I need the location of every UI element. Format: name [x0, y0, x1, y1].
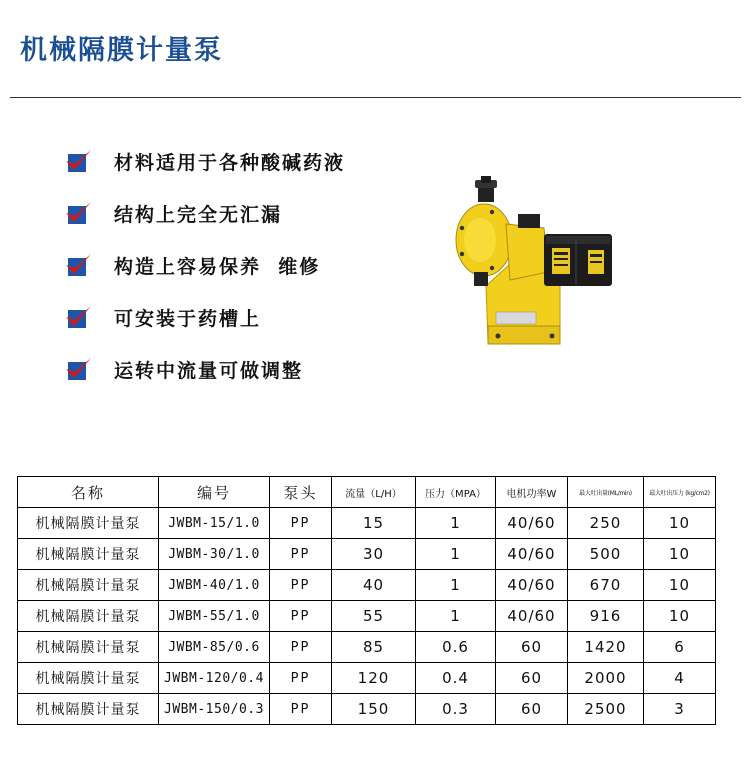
header-model: 编号 — [159, 477, 270, 508]
table-row — [18, 539, 716, 570]
cell-motor-power: 60 — [496, 694, 568, 725]
feature-item — [65, 250, 320, 280]
checkmark-icon — [65, 148, 92, 175]
cell-pump-head: PP — [270, 539, 332, 570]
cell-motor-power: 60 — [496, 632, 568, 663]
feature-item — [65, 354, 303, 384]
cell-pump-head: PP — [270, 632, 332, 663]
feature-label: 构造上容易保养 维修 — [114, 255, 321, 278]
cell-max-pressure: 4 — [644, 663, 716, 694]
cell-pressure: 1 — [416, 570, 496, 601]
cell-max-output: 670 — [568, 570, 644, 601]
cell-flow: 30 — [332, 539, 416, 570]
feature-label: 可安装于药槽上 — [114, 307, 262, 330]
cell-max-output: 2000 — [568, 663, 644, 694]
cell-pump-head: PP — [270, 663, 332, 694]
cell-model: JWBM-55/1.0 — [159, 601, 270, 632]
header-pump-head: 泵头 — [270, 477, 332, 508]
cell-max-pressure: 6 — [644, 632, 716, 663]
cell-max-output: 500 — [568, 539, 644, 570]
table-row — [18, 601, 716, 632]
table-row — [18, 508, 716, 539]
cell-name: 机械隔膜计量泵 — [18, 570, 159, 601]
header-name: 名称 — [18, 477, 159, 508]
feature-label: 运转中流量可做调整 — [114, 359, 304, 382]
cell-model: JWBM-85/0.6 — [159, 632, 270, 663]
checkmark-icon — [65, 304, 92, 331]
cell-model: JWBM-15/1.0 — [159, 508, 270, 539]
cell-name: 机械隔膜计量泵 — [18, 508, 159, 539]
cell-motor-power: 40/60 — [496, 539, 568, 570]
header-max-pressure: 最大吐出压力 (kg/cm2) — [644, 477, 716, 508]
cell-pressure: 1 — [416, 601, 496, 632]
table-header-row — [18, 477, 716, 508]
checkmark-icon — [65, 356, 92, 383]
feature-item — [65, 198, 282, 228]
cell-name: 机械隔膜计量泵 — [18, 539, 159, 570]
cell-pump-head: PP — [270, 694, 332, 725]
cell-flow: 85 — [332, 632, 416, 663]
feature-label: 材料适用于各种酸碱药液 — [114, 151, 346, 174]
cell-name: 机械隔膜计量泵 — [18, 694, 159, 725]
cell-pressure: 0.3 — [416, 694, 496, 725]
checkmark-icon — [65, 200, 92, 227]
cell-pump-head: PP — [270, 601, 332, 632]
table-row — [18, 570, 716, 601]
feature-item — [65, 146, 345, 176]
header-max-output: 最大吐出量(ML/min) — [568, 477, 644, 508]
cell-model: JWBM-40/1.0 — [159, 570, 270, 601]
cell-pressure: 0.4 — [416, 663, 496, 694]
cell-name: 机械隔膜计量泵 — [18, 601, 159, 632]
title-divider — [10, 97, 741, 98]
cell-max-output: 2500 — [568, 694, 644, 725]
cell-model: JWBM-30/1.0 — [159, 539, 270, 570]
cell-max-pressure: 10 — [644, 508, 716, 539]
cell-max-output: 1420 — [568, 632, 644, 663]
cell-flow: 15 — [332, 508, 416, 539]
header-motor-power: 电机功率W — [496, 477, 568, 508]
cell-max-pressure: 10 — [644, 601, 716, 632]
page-title: 机械隔膜计量泵 — [20, 35, 223, 66]
cell-pressure: 0.6 — [416, 632, 496, 663]
checkmark-icon — [65, 252, 92, 279]
cell-pump-head: PP — [270, 570, 332, 601]
header-pressure: 压力（MPA） — [416, 477, 496, 508]
table-row — [18, 694, 716, 725]
cell-pressure: 1 — [416, 539, 496, 570]
cell-pressure: 1 — [416, 508, 496, 539]
cell-max-pressure: 3 — [644, 694, 716, 725]
cell-max-pressure: 10 — [644, 539, 716, 570]
feature-label: 结构上完全无汇漏 — [114, 203, 283, 226]
header-flow: 流量（L/H） — [332, 477, 416, 508]
table-row — [18, 632, 716, 663]
cell-name: 机械隔膜计量泵 — [18, 663, 159, 694]
cell-model: JWBM-120/0.4 — [159, 663, 270, 694]
cell-motor-power: 60 — [496, 663, 568, 694]
cell-name: 机械隔膜计量泵 — [18, 632, 159, 663]
cell-motor-power: 40/60 — [496, 508, 568, 539]
cell-flow: 40 — [332, 570, 416, 601]
cell-max-pressure: 10 — [644, 570, 716, 601]
cell-motor-power: 40/60 — [496, 570, 568, 601]
spec-table — [17, 476, 716, 725]
cell-flow: 55 — [332, 601, 416, 632]
cell-flow: 120 — [332, 663, 416, 694]
feature-item — [65, 302, 261, 332]
table-row — [18, 663, 716, 694]
cell-max-output: 916 — [568, 601, 644, 632]
metering-pump-image — [448, 176, 618, 348]
cell-motor-power: 40/60 — [496, 601, 568, 632]
cell-model: JWBM-150/0.3 — [159, 694, 270, 725]
cell-max-output: 250 — [568, 508, 644, 539]
cell-pump-head: PP — [270, 508, 332, 539]
cell-flow: 150 — [332, 694, 416, 725]
